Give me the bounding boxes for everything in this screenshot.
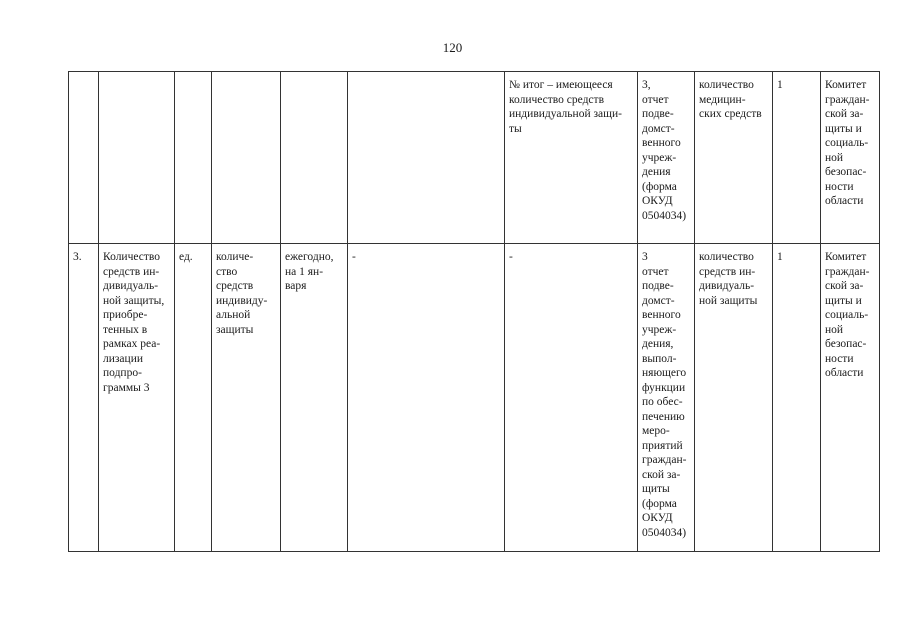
cell-name: Количество средств ин- дивидуаль- ной защиты, приобре- тенных в рамках реа- лизации подпро- граммы 3 [99, 244, 175, 552]
cell-responsible: Комитет граждан- ской за- щиты и социаль- ной безопас- ности области [821, 244, 880, 552]
cell-unit [175, 72, 212, 244]
table-row [69, 72, 880, 244]
cell-method: 1 [773, 244, 821, 552]
cell-responsible: Комитет граждан- ской за- щиты и социаль- ной безопас- ности области [821, 72, 880, 244]
cell-unit: ед. [175, 244, 212, 552]
cell-frequency: ежегодно, на 1 ян- варя [281, 244, 348, 552]
page-number: 120 [442, 40, 463, 55]
cell-no: 3. [69, 244, 99, 552]
cell-object: количество средств ин- дивидуаль- ной защиты [695, 244, 773, 552]
cell-method: 1 [773, 72, 821, 244]
cell-formula [348, 72, 505, 244]
table-row [69, 244, 880, 552]
cell-name [99, 72, 175, 244]
cell-notes: № итог – имеющееся количество средств индивидуальной защи- ты [505, 72, 638, 244]
cell-indicator: количе- ство средств индивиду- альной защиты [212, 244, 281, 552]
cell-indicator [212, 72, 281, 244]
indicator-table [68, 71, 880, 552]
cell-frequency [281, 72, 348, 244]
cell-source: 3, отчет подве- домст- венного учреж- дения (форма ОКУД 0504034) [638, 72, 695, 244]
cell-no [69, 72, 99, 244]
cell-formula: - [348, 244, 505, 552]
cell-object: количество медицин- ских средств [695, 72, 773, 244]
cell-source: 3 отчет подве- домст- венного учреж- дения, выпол- няющего функции по обес- печению меро- приятий граждан- ской за- щиты (форма ОКУД 0504034) [638, 244, 695, 552]
cell-notes: - [505, 244, 638, 552]
